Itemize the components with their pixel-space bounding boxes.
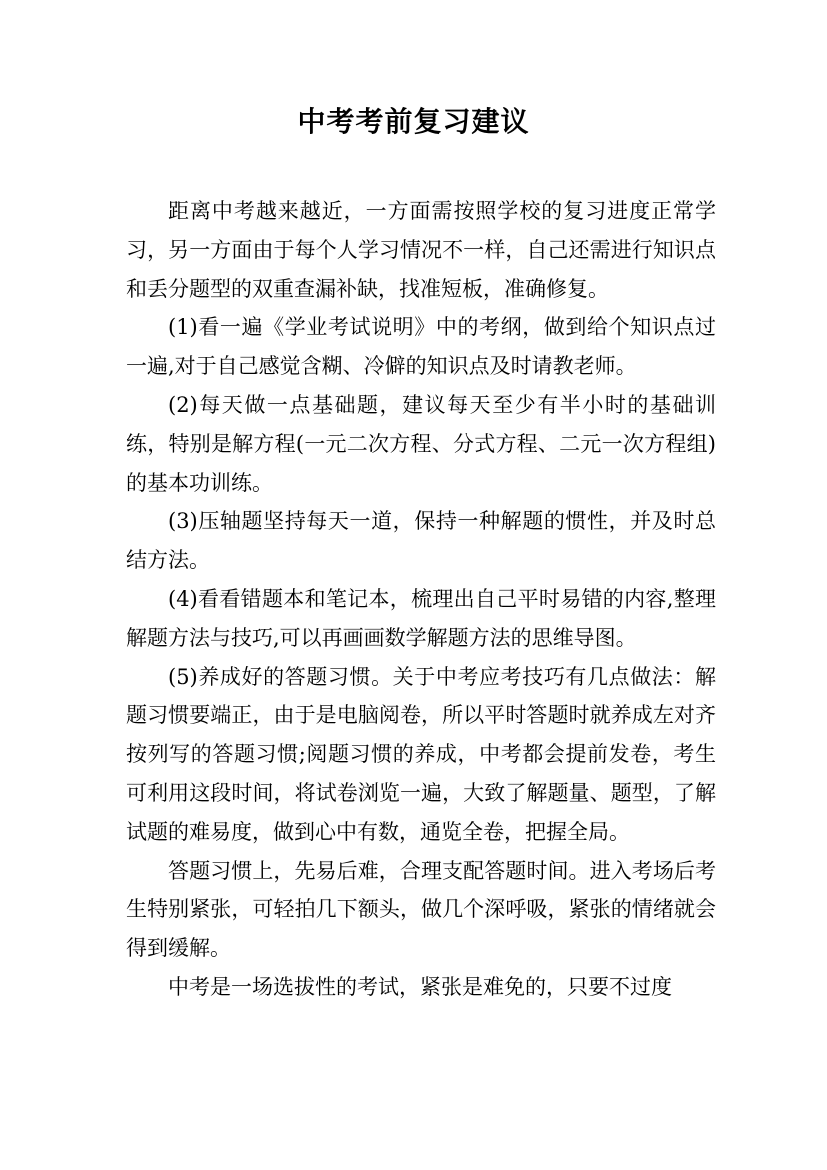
paragraph-item-3: (3)压轴题坚持每天一道，保持一种解题的惯性，并及时总结方法。 xyxy=(126,509,716,573)
paragraph-item-1: (1)看一遍《学业考试说明》中的考纲，做到给个知识点过一遍,对于自己感觉含糊、冷僻的知识点及时请教老师。 xyxy=(126,315,716,379)
paragraph-item-5: (5)养成好的答题习惯。关于中考应考技巧有几点做法：解题习惯要端正，由于是电脑阅卷，所以平时答题时就养成左对齐按列写的答题习惯;阅题习惯的养成，中考都会提前发卷，考生可利用这段时间，将试卷浏览一遍，大致了解题量、题型，了解试题的难易度，做到心中有数，通览全卷，把握全局。 xyxy=(126,664,716,844)
document-body xyxy=(126,192,716,1007)
paragraph-exam-nerves: 中考是一场选拔性的考试，紧张是难免的，只要不过度 xyxy=(168,974,672,999)
paragraph-answer-habits: 答题习惯上，先易后难，合理支配答题时间。进入考场后考生特别紧张，可轻拍几下额头，做几个深呼吸，紧张的情绪就会得到缓解。 xyxy=(126,858,716,961)
paragraph-item-2: (2)每天做一点基础题，建议每天至少有半小时的基础训练，特别是解方程(一元二次方程、分式方程、二元一次方程组)的基本功训练。 xyxy=(126,392,716,495)
paragraph-intro: 距离中考越来越近，一方面需按照学校的复习进度正常学习，另一方面由于每个人学习情况不一样，自己还需进行知识点和丢分题型的双重查漏补缺，找准短板，准确修复。 xyxy=(126,199,716,301)
paragraph-item-4: (4)看看错题本和笔记本，梳理出自己平时易错的内容,整理解题方法与技巧,可以再画画数学解题方法的思维导图。 xyxy=(126,586,716,650)
document-title: 中考考前复习建议 xyxy=(297,105,530,138)
